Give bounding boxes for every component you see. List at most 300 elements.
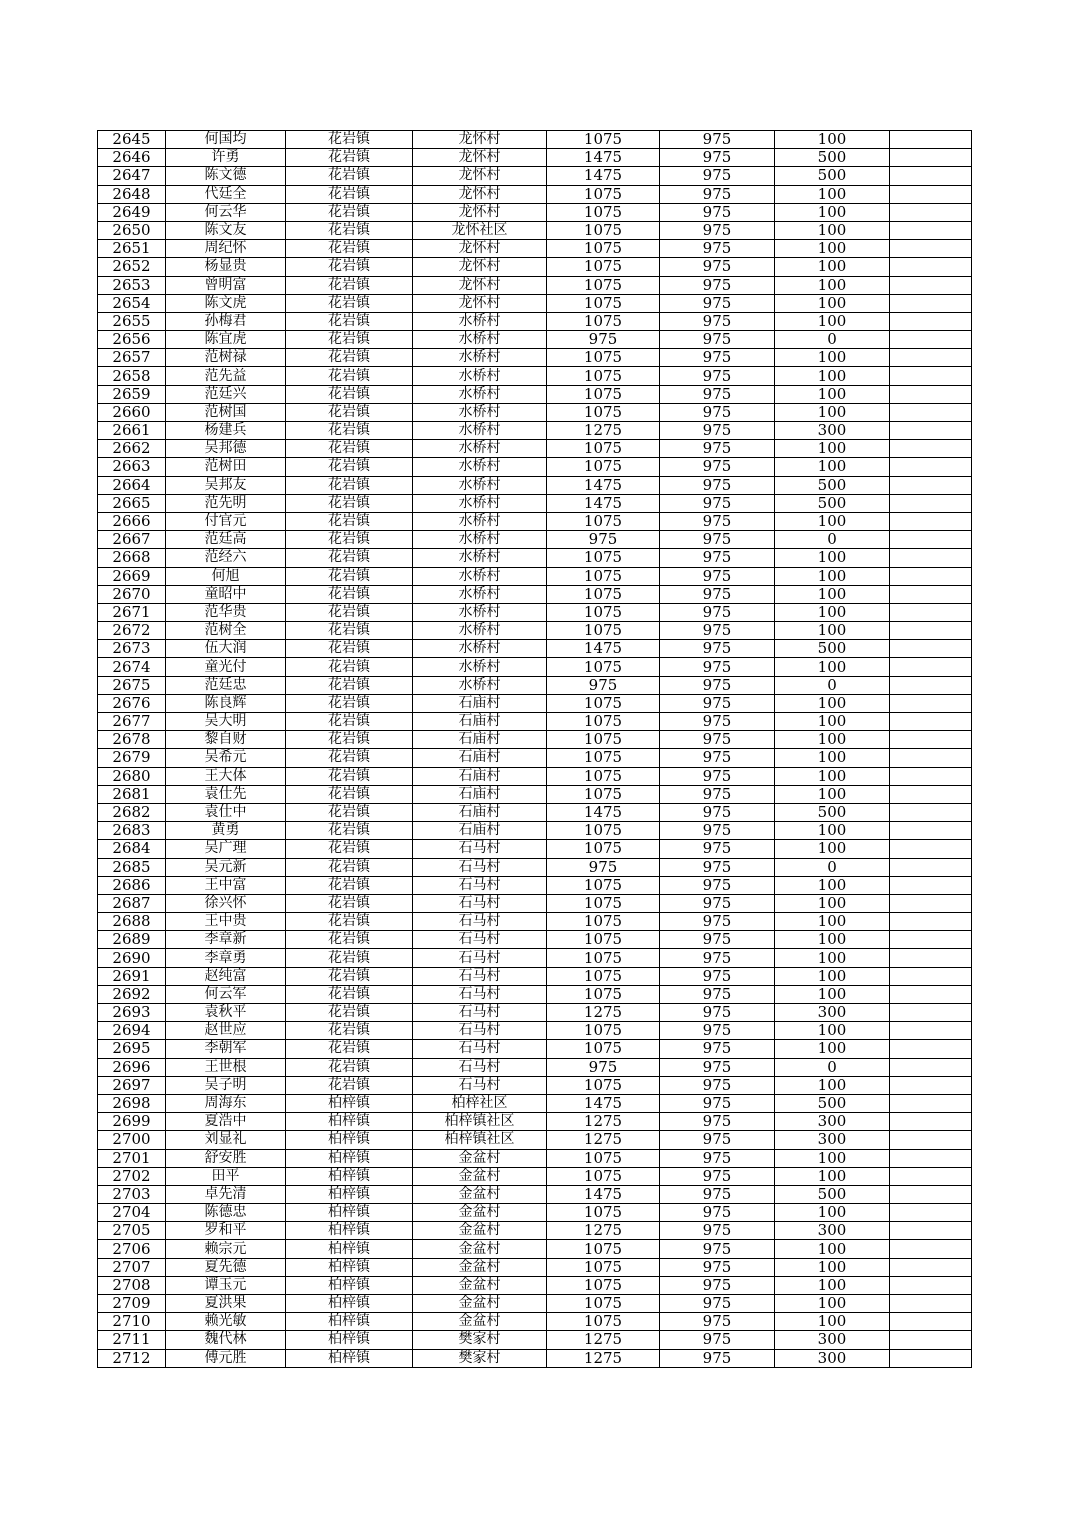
village-cell: 龙怀村 (413, 276, 547, 294)
difference-cell: 300 (775, 1222, 890, 1240)
name-cell: 杨建兵 (166, 422, 286, 440)
town-cell: 柏梓镇 (286, 1185, 413, 1203)
table-row (98, 694, 972, 712)
difference-cell: 100 (775, 312, 890, 330)
village-cell: 樊家村 (413, 1349, 547, 1367)
table-row (98, 1004, 972, 1022)
difference-cell: 500 (775, 494, 890, 512)
town-cell: 花岩镇 (286, 1058, 413, 1076)
amount-a-cell: 1075 (547, 1040, 660, 1058)
amount-b-cell: 975 (660, 585, 775, 603)
amount-b-cell: 975 (660, 1313, 775, 1331)
note-cell (890, 1167, 972, 1185)
amount-a-cell: 1075 (547, 985, 660, 1003)
village-cell: 龙怀村 (413, 185, 547, 203)
amount-b-cell: 975 (660, 276, 775, 294)
amount-a-cell: 1075 (547, 276, 660, 294)
table-row (98, 676, 972, 694)
town-cell: 花岩镇 (286, 967, 413, 985)
town-cell: 花岩镇 (286, 1004, 413, 1022)
village-cell: 石马村 (413, 840, 547, 858)
amount-b-cell: 975 (660, 1149, 775, 1167)
name-cell: 陈文友 (166, 221, 286, 239)
difference-cell: 100 (775, 1295, 890, 1313)
difference-cell: 100 (775, 749, 890, 767)
table-row (98, 203, 972, 221)
village-cell: 水桥村 (413, 622, 547, 640)
village-cell: 水桥村 (413, 512, 547, 530)
table-row (98, 240, 972, 258)
note-cell (890, 276, 972, 294)
village-cell: 龙怀村 (413, 149, 547, 167)
amount-a-cell: 1075 (547, 876, 660, 894)
village-cell: 金盆村 (413, 1313, 547, 1331)
difference-cell: 100 (775, 512, 890, 530)
note-cell (890, 622, 972, 640)
amount-b-cell: 975 (660, 1295, 775, 1313)
amount-a-cell: 1475 (547, 494, 660, 512)
row-number-cell: 2699 (98, 1113, 166, 1131)
town-cell: 花岩镇 (286, 949, 413, 967)
village-cell: 金盆村 (413, 1222, 547, 1240)
table-row (98, 785, 972, 803)
row-number-cell: 2698 (98, 1094, 166, 1112)
note-cell (890, 585, 972, 603)
difference-cell: 100 (775, 894, 890, 912)
table-row (98, 1331, 972, 1349)
village-cell: 金盆村 (413, 1240, 547, 1258)
table-row (98, 967, 972, 985)
town-cell: 柏梓镇 (286, 1149, 413, 1167)
difference-cell: 100 (775, 713, 890, 731)
amount-b-cell: 975 (660, 1022, 775, 1040)
village-cell: 水桥村 (413, 494, 547, 512)
table-row (98, 476, 972, 494)
amount-b-cell: 975 (660, 531, 775, 549)
table-row (98, 512, 972, 530)
table-row (98, 1058, 972, 1076)
village-cell: 石庙村 (413, 731, 547, 749)
village-cell: 水桥村 (413, 640, 547, 658)
town-cell: 花岩镇 (286, 622, 413, 640)
name-cell: 范树全 (166, 622, 286, 640)
amount-b-cell: 975 (660, 1185, 775, 1203)
note-cell (890, 858, 972, 876)
note-cell (890, 1331, 972, 1349)
amount-a-cell: 1075 (547, 1149, 660, 1167)
name-cell: 傅元胜 (166, 1349, 286, 1367)
town-cell: 花岩镇 (286, 149, 413, 167)
amount-b-cell: 975 (660, 640, 775, 658)
row-number-cell: 2652 (98, 258, 166, 276)
town-cell: 柏梓镇 (286, 1222, 413, 1240)
note-cell (890, 1131, 972, 1149)
note-cell (890, 1204, 972, 1222)
table-row (98, 167, 972, 185)
row-number-cell: 2675 (98, 676, 166, 694)
amount-b-cell: 975 (660, 185, 775, 203)
amount-a-cell: 1275 (547, 1331, 660, 1349)
row-number-cell: 2686 (98, 876, 166, 894)
amount-b-cell: 975 (660, 858, 775, 876)
village-cell: 水桥村 (413, 585, 547, 603)
note-cell (890, 967, 972, 985)
name-cell: 范经六 (166, 549, 286, 567)
village-cell: 石马村 (413, 876, 547, 894)
difference-cell: 300 (775, 1131, 890, 1149)
note-cell (890, 185, 972, 203)
row-number-cell: 2666 (98, 512, 166, 530)
village-cell: 石马村 (413, 967, 547, 985)
note-cell (890, 749, 972, 767)
table-row (98, 1076, 972, 1094)
amount-b-cell: 975 (660, 803, 775, 821)
table-row (98, 658, 972, 676)
row-number-cell: 2684 (98, 840, 166, 858)
name-cell: 陈良辉 (166, 694, 286, 712)
town-cell: 花岩镇 (286, 531, 413, 549)
amount-b-cell: 975 (660, 985, 775, 1003)
row-number-cell: 2695 (98, 1040, 166, 1058)
amount-a-cell: 1275 (547, 1113, 660, 1131)
amount-a-cell: 1075 (547, 131, 660, 149)
amount-a-cell: 1075 (547, 549, 660, 567)
table-body (98, 131, 972, 1368)
amount-a-cell: 1275 (547, 422, 660, 440)
name-cell: 赵世应 (166, 1022, 286, 1040)
row-number-cell: 2687 (98, 894, 166, 912)
village-cell: 石庙村 (413, 803, 547, 821)
town-cell: 花岩镇 (286, 1040, 413, 1058)
difference-cell: 500 (775, 803, 890, 821)
difference-cell: 100 (775, 1313, 890, 1331)
table-row (98, 713, 972, 731)
town-cell: 花岩镇 (286, 240, 413, 258)
amount-b-cell: 975 (660, 1167, 775, 1185)
town-cell: 花岩镇 (286, 767, 413, 785)
difference-cell: 100 (775, 1022, 890, 1040)
name-cell: 卓先清 (166, 1185, 286, 1203)
name-cell: 范廷高 (166, 531, 286, 549)
amount-a-cell: 1075 (547, 294, 660, 312)
amount-b-cell: 975 (660, 512, 775, 530)
name-cell: 王大体 (166, 767, 286, 785)
row-number-cell: 2662 (98, 440, 166, 458)
table-row (98, 185, 972, 203)
table-row (98, 149, 972, 167)
records-table (97, 130, 972, 1368)
name-cell: 赖光敏 (166, 1313, 286, 1331)
village-cell: 石马村 (413, 1076, 547, 1094)
amount-a-cell: 1075 (547, 367, 660, 385)
table-row (98, 494, 972, 512)
note-cell (890, 367, 972, 385)
amount-a-cell: 1075 (547, 258, 660, 276)
note-cell (890, 1240, 972, 1258)
amount-a-cell: 1075 (547, 967, 660, 985)
note-cell (890, 658, 972, 676)
village-cell: 石马村 (413, 931, 547, 949)
table-row (98, 803, 972, 821)
row-number-cell: 2712 (98, 1349, 166, 1367)
table-row (98, 131, 972, 149)
town-cell: 柏梓镇 (286, 1258, 413, 1276)
difference-cell: 100 (775, 985, 890, 1003)
amount-b-cell: 975 (660, 949, 775, 967)
note-cell (890, 913, 972, 931)
town-cell: 花岩镇 (286, 131, 413, 149)
row-number-cell: 2706 (98, 1240, 166, 1258)
village-cell: 石马村 (413, 985, 547, 1003)
amount-a-cell: 1475 (547, 1094, 660, 1112)
table-row (98, 276, 972, 294)
amount-b-cell: 975 (660, 658, 775, 676)
village-cell: 金盆村 (413, 1276, 547, 1294)
name-cell: 陈宜虎 (166, 331, 286, 349)
town-cell: 柏梓镇 (286, 1094, 413, 1112)
note-cell (890, 531, 972, 549)
amount-a-cell: 1075 (547, 512, 660, 530)
table-row (98, 1040, 972, 1058)
row-number-cell: 2683 (98, 822, 166, 840)
town-cell: 柏梓镇 (286, 1331, 413, 1349)
amount-a-cell: 1075 (547, 1258, 660, 1276)
amount-a-cell: 1075 (547, 585, 660, 603)
town-cell: 花岩镇 (286, 585, 413, 603)
difference-cell: 100 (775, 240, 890, 258)
note-cell (890, 440, 972, 458)
note-cell (890, 1222, 972, 1240)
table-row (98, 294, 972, 312)
village-cell: 水桥村 (413, 312, 547, 330)
village-cell: 金盆村 (413, 1204, 547, 1222)
village-cell: 龙怀社区 (413, 221, 547, 239)
amount-b-cell: 975 (660, 1331, 775, 1349)
village-cell: 水桥村 (413, 349, 547, 367)
amount-a-cell: 1275 (547, 1222, 660, 1240)
row-number-cell: 2663 (98, 458, 166, 476)
table-row (98, 367, 972, 385)
note-cell (890, 1058, 972, 1076)
table-row (98, 840, 972, 858)
note-cell (890, 258, 972, 276)
town-cell: 柏梓镇 (286, 1295, 413, 1313)
amount-a-cell: 1075 (547, 1204, 660, 1222)
table-row (98, 531, 972, 549)
row-number-cell: 2691 (98, 967, 166, 985)
note-cell (890, 840, 972, 858)
village-cell: 水桥村 (413, 367, 547, 385)
row-number-cell: 2656 (98, 331, 166, 349)
amount-a-cell: 1075 (547, 1167, 660, 1185)
amount-b-cell: 975 (660, 603, 775, 621)
note-cell (890, 294, 972, 312)
difference-cell: 300 (775, 1113, 890, 1131)
name-cell: 吴大明 (166, 713, 286, 731)
note-cell (890, 803, 972, 821)
amount-a-cell: 1075 (547, 840, 660, 858)
village-cell: 石马村 (413, 894, 547, 912)
town-cell: 花岩镇 (286, 476, 413, 494)
name-cell: 夏浩中 (166, 1113, 286, 1131)
name-cell: 赵纯富 (166, 967, 286, 985)
table-row (98, 1313, 972, 1331)
note-cell (890, 494, 972, 512)
town-cell: 花岩镇 (286, 985, 413, 1003)
table-row (98, 894, 972, 912)
difference-cell: 100 (775, 185, 890, 203)
table-row (98, 1258, 972, 1276)
village-cell: 柏梓镇社区 (413, 1131, 547, 1149)
amount-a-cell: 1075 (547, 1313, 660, 1331)
town-cell: 柏梓镇 (286, 1113, 413, 1131)
row-number-cell: 2650 (98, 221, 166, 239)
row-number-cell: 2704 (98, 1204, 166, 1222)
note-cell (890, 731, 972, 749)
name-cell: 许勇 (166, 149, 286, 167)
town-cell: 柏梓镇 (286, 1131, 413, 1149)
note-cell (890, 822, 972, 840)
name-cell: 童光付 (166, 658, 286, 676)
difference-cell: 100 (775, 403, 890, 421)
village-cell: 金盆村 (413, 1149, 547, 1167)
amount-a-cell: 1275 (547, 1004, 660, 1022)
town-cell: 花岩镇 (286, 458, 413, 476)
town-cell: 花岩镇 (286, 567, 413, 585)
name-cell: 付官元 (166, 512, 286, 530)
amount-b-cell: 975 (660, 1204, 775, 1222)
row-number-cell: 2645 (98, 131, 166, 149)
village-cell: 柏梓镇社区 (413, 1113, 547, 1131)
town-cell: 花岩镇 (286, 349, 413, 367)
difference-cell: 100 (775, 658, 890, 676)
note-cell (890, 1094, 972, 1112)
difference-cell: 100 (775, 549, 890, 567)
amount-a-cell: 1275 (547, 1131, 660, 1149)
amount-b-cell: 975 (660, 1040, 775, 1058)
row-number-cell: 2654 (98, 294, 166, 312)
row-number-cell: 2677 (98, 713, 166, 731)
difference-cell: 100 (775, 131, 890, 149)
difference-cell: 100 (775, 1240, 890, 1258)
difference-cell: 100 (775, 585, 890, 603)
amount-b-cell: 975 (660, 1258, 775, 1276)
amount-b-cell: 975 (660, 731, 775, 749)
row-number-cell: 2673 (98, 640, 166, 658)
amount-b-cell: 975 (660, 367, 775, 385)
table-row (98, 1276, 972, 1294)
amount-a-cell: 1075 (547, 931, 660, 949)
difference-cell: 100 (775, 1204, 890, 1222)
difference-cell: 100 (775, 785, 890, 803)
note-cell (890, 1349, 972, 1367)
row-number-cell: 2705 (98, 1222, 166, 1240)
note-cell (890, 349, 972, 367)
note-cell (890, 985, 972, 1003)
name-cell: 袁仕中 (166, 803, 286, 821)
difference-cell: 100 (775, 913, 890, 931)
note-cell (890, 149, 972, 167)
difference-cell: 500 (775, 167, 890, 185)
amount-a-cell: 1075 (547, 658, 660, 676)
difference-cell: 100 (775, 276, 890, 294)
row-number-cell: 2659 (98, 385, 166, 403)
amount-a-cell: 1475 (547, 1185, 660, 1203)
difference-cell: 100 (775, 258, 890, 276)
village-cell: 龙怀村 (413, 167, 547, 185)
table-row (98, 603, 972, 621)
name-cell: 童昭中 (166, 585, 286, 603)
amount-a-cell: 1075 (547, 694, 660, 712)
amount-a-cell: 1075 (547, 458, 660, 476)
name-cell: 孙梅君 (166, 312, 286, 330)
amount-a-cell: 1075 (547, 785, 660, 803)
name-cell: 谭玉元 (166, 1276, 286, 1294)
village-cell: 水桥村 (413, 403, 547, 421)
amount-b-cell: 975 (660, 385, 775, 403)
table-row (98, 985, 972, 1003)
row-number-cell: 2709 (98, 1295, 166, 1313)
village-cell: 石马村 (413, 1040, 547, 1058)
village-cell: 龙怀村 (413, 131, 547, 149)
amount-b-cell: 975 (660, 221, 775, 239)
name-cell: 王中富 (166, 876, 286, 894)
table-row (98, 1167, 972, 1185)
village-cell: 石庙村 (413, 767, 547, 785)
amount-b-cell: 975 (660, 403, 775, 421)
amount-a-cell: 975 (547, 531, 660, 549)
amount-a-cell: 1075 (547, 1022, 660, 1040)
amount-a-cell: 1075 (547, 1240, 660, 1258)
amount-a-cell: 1075 (547, 622, 660, 640)
difference-cell: 100 (775, 1040, 890, 1058)
table-row (98, 349, 972, 367)
amount-b-cell: 975 (660, 167, 775, 185)
difference-cell: 100 (775, 1149, 890, 1167)
table-row (98, 331, 972, 349)
name-cell: 王世根 (166, 1058, 286, 1076)
amount-a-cell: 1075 (547, 312, 660, 330)
amount-b-cell: 975 (660, 822, 775, 840)
village-cell: 石马村 (413, 1058, 547, 1076)
amount-a-cell: 1075 (547, 749, 660, 767)
table-row (98, 1295, 972, 1313)
table-row (98, 567, 972, 585)
table-row (98, 549, 972, 567)
table-row (98, 585, 972, 603)
difference-cell: 500 (775, 1185, 890, 1203)
town-cell: 花岩镇 (286, 367, 413, 385)
row-number-cell: 2696 (98, 1058, 166, 1076)
amount-a-cell: 1075 (547, 913, 660, 931)
amount-b-cell: 975 (660, 931, 775, 949)
amount-a-cell: 1075 (547, 349, 660, 367)
table-row (98, 622, 972, 640)
table-row (98, 1204, 972, 1222)
table-row (98, 1022, 972, 1040)
name-cell: 罗和平 (166, 1222, 286, 1240)
amount-a-cell: 1075 (547, 603, 660, 621)
name-cell: 范先明 (166, 494, 286, 512)
table-row (98, 1222, 972, 1240)
row-number-cell: 2701 (98, 1149, 166, 1167)
amount-b-cell: 975 (660, 440, 775, 458)
town-cell: 花岩镇 (286, 785, 413, 803)
difference-cell: 100 (775, 1167, 890, 1185)
town-cell: 花岩镇 (286, 658, 413, 676)
table-row (98, 931, 972, 949)
amount-a-cell: 975 (547, 331, 660, 349)
